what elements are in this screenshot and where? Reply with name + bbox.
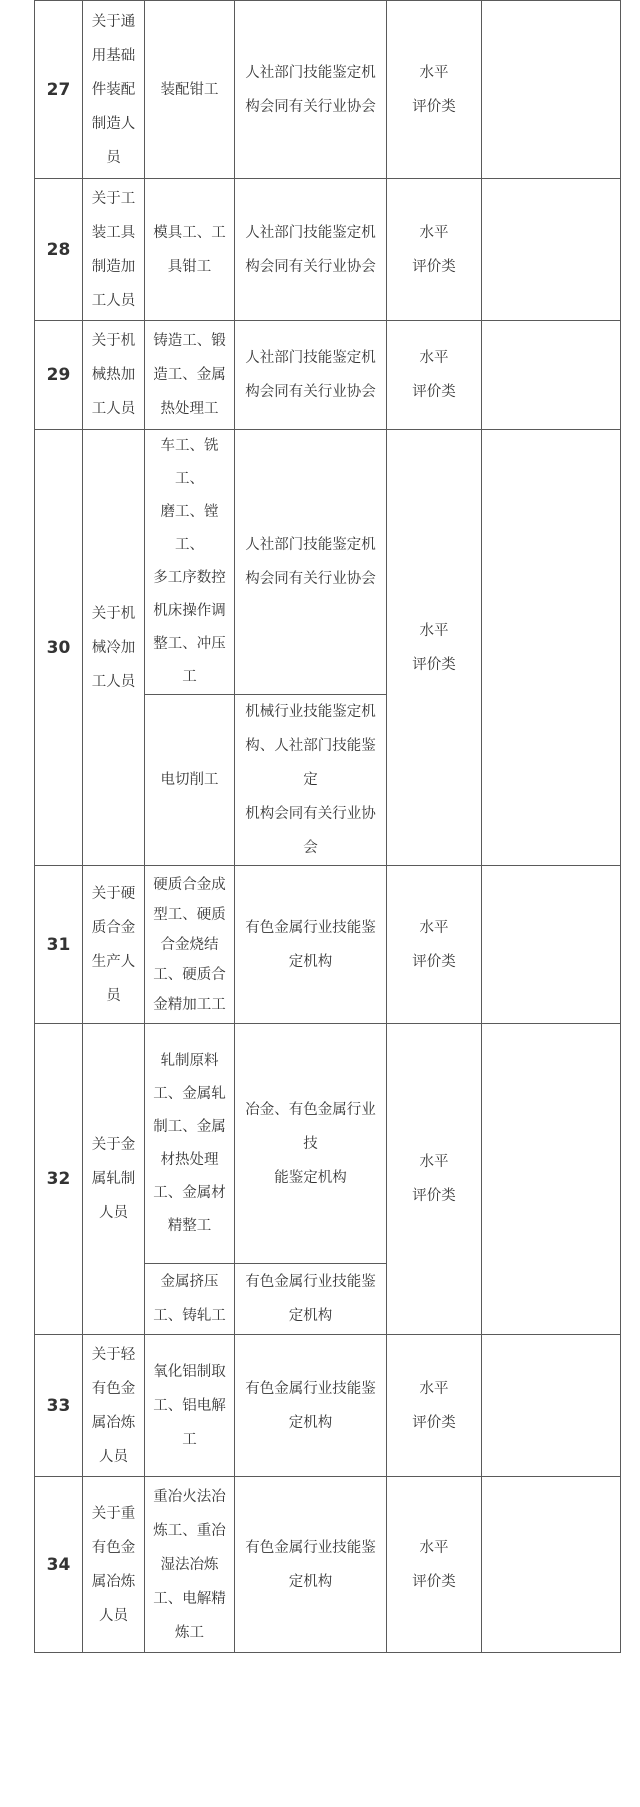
agency-cell: 机械行业技能鉴定机 构、人社部门技能鉴定 机构会同有关行业协 会 xyxy=(235,695,387,866)
table-row xyxy=(35,1335,621,1477)
occupation-cell: 氧化铝制取 工、铝电解 工 xyxy=(145,1335,235,1477)
empty-cell xyxy=(482,866,621,1024)
occupation-cell: 轧制原料 工、金属轧 制工、金属 材热处理 工、金属材 精整工 xyxy=(145,1024,235,1264)
category-cell: 关于金 属轧制 人员 xyxy=(83,1024,145,1335)
table-row xyxy=(35,430,621,695)
agency-cell: 人社部门技能鉴定机 构会同有关行业协会 xyxy=(235,1,387,179)
type-cell: 水平 评价类 xyxy=(387,430,482,866)
agency-cell: 有色金属行业技能鉴 定机构 xyxy=(235,866,387,1024)
row-number: 27 xyxy=(35,1,83,179)
occupation-cell: 装配钳工 xyxy=(145,1,235,179)
agency-cell: 人社部门技能鉴定机 构会同有关行业协会 xyxy=(235,321,387,430)
occupation-cell: 金属挤压 工、铸轧工 xyxy=(145,1264,235,1335)
occupation-cell: 硬质合金成 型工、硬质 合金烧结 工、硬质合 金精加工工 xyxy=(145,866,235,1024)
agency-cell: 有色金属行业技能鉴 定机构 xyxy=(235,1335,387,1477)
empty-cell xyxy=(482,430,621,866)
empty-cell xyxy=(482,321,621,430)
type-cell: 水平 评价类 xyxy=(387,1024,482,1335)
occupation-cell: 车工、铣工、 磨工、镗工、 多工序数控 机床操作调 整工、冲压 工 xyxy=(145,430,235,695)
type-cell: 水平 评价类 xyxy=(387,179,482,321)
type-cell: 水平 评价类 xyxy=(387,1,482,179)
category-cell: 关于机 械冷加 工人员 xyxy=(83,430,145,866)
category-cell: 关于机 械热加 工人员 xyxy=(83,321,145,430)
type-cell: 水平 评价类 xyxy=(387,866,482,1024)
empty-cell xyxy=(482,1024,621,1335)
category-cell: 关于轻 有色金 属冶炼 人员 xyxy=(83,1335,145,1477)
category-cell: 关于工 装工具 制造加 工人员 xyxy=(83,179,145,321)
category-cell: 关于硬 质合金 生产人 员 xyxy=(83,866,145,1024)
type-cell: 水平 评价类 xyxy=(387,1335,482,1477)
table-row xyxy=(35,179,621,321)
empty-cell xyxy=(482,179,621,321)
category-cell: 关于重 有色金 属冶炼 人员 xyxy=(83,1477,145,1653)
agency-cell: 人社部门技能鉴定机 构会同有关行业协会 xyxy=(235,179,387,321)
row-number: 32 xyxy=(35,1024,83,1335)
type-cell: 水平 评价类 xyxy=(387,1477,482,1653)
row-number: 30 xyxy=(35,430,83,866)
occupation-cell: 电切削工 xyxy=(145,695,235,866)
agency-cell: 有色金属行业技能鉴 定机构 xyxy=(235,1264,387,1335)
agency-cell: 有色金属行业技能鉴 定机构 xyxy=(235,1477,387,1653)
agency-cell: 人社部门技能鉴定机 构会同有关行业协会 xyxy=(235,430,387,695)
occupation-cell: 重冶火法冶 炼工、重冶 湿法冶炼 工、电解精 炼工 xyxy=(145,1477,235,1653)
type-cell: 水平 评价类 xyxy=(387,321,482,430)
row-number: 31 xyxy=(35,866,83,1024)
row-number: 28 xyxy=(35,179,83,321)
table-row xyxy=(35,321,621,430)
empty-cell xyxy=(482,1,621,179)
table-row xyxy=(35,866,621,1024)
category-cell: 关于通 用基础 件装配 制造人 员 xyxy=(83,1,145,179)
row-number: 29 xyxy=(35,321,83,430)
agency-cell: 冶金、有色金属行业技 能鉴定机构 xyxy=(235,1024,387,1264)
table-row xyxy=(35,1477,621,1653)
occupation-cell: 模具工、工 具钳工 xyxy=(145,179,235,321)
empty-cell xyxy=(482,1335,621,1477)
table-row xyxy=(35,1,621,179)
empty-cell xyxy=(482,1477,621,1653)
occupation-cell: 铸造工、锻 造工、金属 热处理工 xyxy=(145,321,235,430)
table-row xyxy=(35,1024,621,1264)
row-number: 33 xyxy=(35,1335,83,1477)
occupation-table xyxy=(34,0,621,1653)
row-number: 34 xyxy=(35,1477,83,1653)
